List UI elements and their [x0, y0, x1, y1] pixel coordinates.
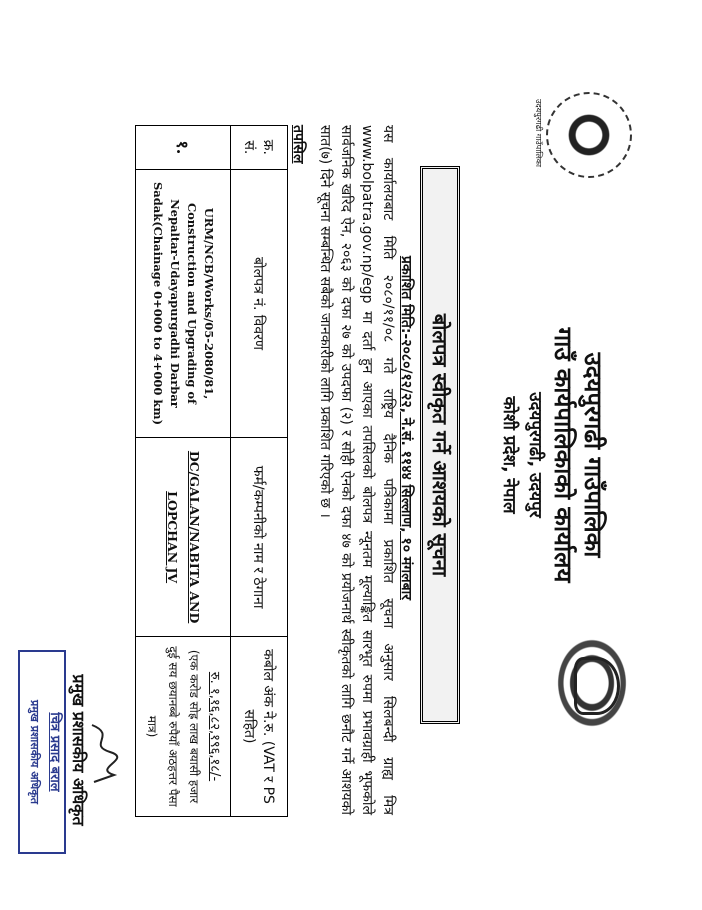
municipality-name: उदयपुरगढी गाउँपालिका [579, 352, 607, 558]
amount-words: (एक करोड सोह्र लाख बयासी हजार दुई सय छयानब्बे रुपैयाँ अठहत्तर पैसा मात्र) [145, 646, 201, 807]
notice-title: बोलपत्र स्वीकृत गर्ने आशयको सूचना [420, 166, 460, 724]
amount-figure: रु. १,१६,८२,१९६,१८/- [207, 671, 222, 782]
seal-text: उदयपुरगढी गाउँपालिका [534, 99, 543, 167]
office-location: उदयपुरगढी, उदयपुर [525, 392, 545, 518]
office-name: गाउँ कार्यपालिकाको कार्यालय [549, 327, 577, 583]
bid-description: URM/NCB/Works/05-2080/81, Construction and Upgrading of Nepaltar-Udayapurgadhi Darbar Sadak(Chainage 0+000 to 4+000 km) [151, 181, 216, 426]
stamp-role: प्रमुख प्रशासकीय अधिकृत [28, 700, 41, 804]
header-firm: फर्म/कम्पनीको नाम र ठेगाना [231, 438, 288, 637]
cell-firm [136, 438, 231, 637]
details-label: तपसिल [290, 125, 306, 164]
cell-bid [136, 169, 231, 437]
notice-body: यस कार्यालयबाट मिति २०८०/११/०८ गते राष्ट्रिय दैनिक पत्रिकामा प्रकाशित सूचना अनुसार सिलबन्दी ग्राह्य मित्र www.bolpatra.gov.np/egp मा दर्ता हुन आएका तपसिलको बोलपत्र न्यूनतम मूल्याङ्कित सारभूत रुपमा प्रभावग्राही भूफकोले सार्वजनिक खरिद ऐन, २०६३ को दफा २७ को उपदफा (२) र सोही ऐनको दफा ४७ को प्रयोजनार्थ स्वीकृतको लागि छनौट गर्ने आशयको सात(७) दिने सूचना सम्बन्धित सबैको जानकारीको लागि प्रकाशित गरिएको छ । [317, 125, 396, 815]
header-sn: क्र. सं. [231, 126, 288, 170]
firm-name: DC/GALAN/NABITA AND LOPCHAN JV [165, 450, 202, 624]
signatory-title: प्रमुख प्रशासकीय अधिकृत [69, 674, 88, 826]
stamp-name: चित्र प्रसाद बराल [47, 712, 62, 792]
cell-sn: १. [136, 126, 231, 170]
officer-stamp [18, 650, 66, 854]
bid-table [135, 125, 288, 817]
published-date: प्रकाशित मिति:-२०८०/१२/२२, ने.सं. ११४४ सिल्लाण, १० मंगलबार [398, 255, 414, 600]
header-amount: कबोल अंक ने.रु. (VAT र PS सहित) [231, 637, 288, 817]
cell-amount [136, 637, 231, 817]
table-header-row [231, 126, 288, 817]
signature-block [68, 650, 90, 850]
header-bid: बोलपत्र नं. विवरण [231, 169, 288, 437]
province-country: कोशी प्रदेश, नेपाल [499, 396, 519, 514]
table-row [136, 126, 231, 817]
